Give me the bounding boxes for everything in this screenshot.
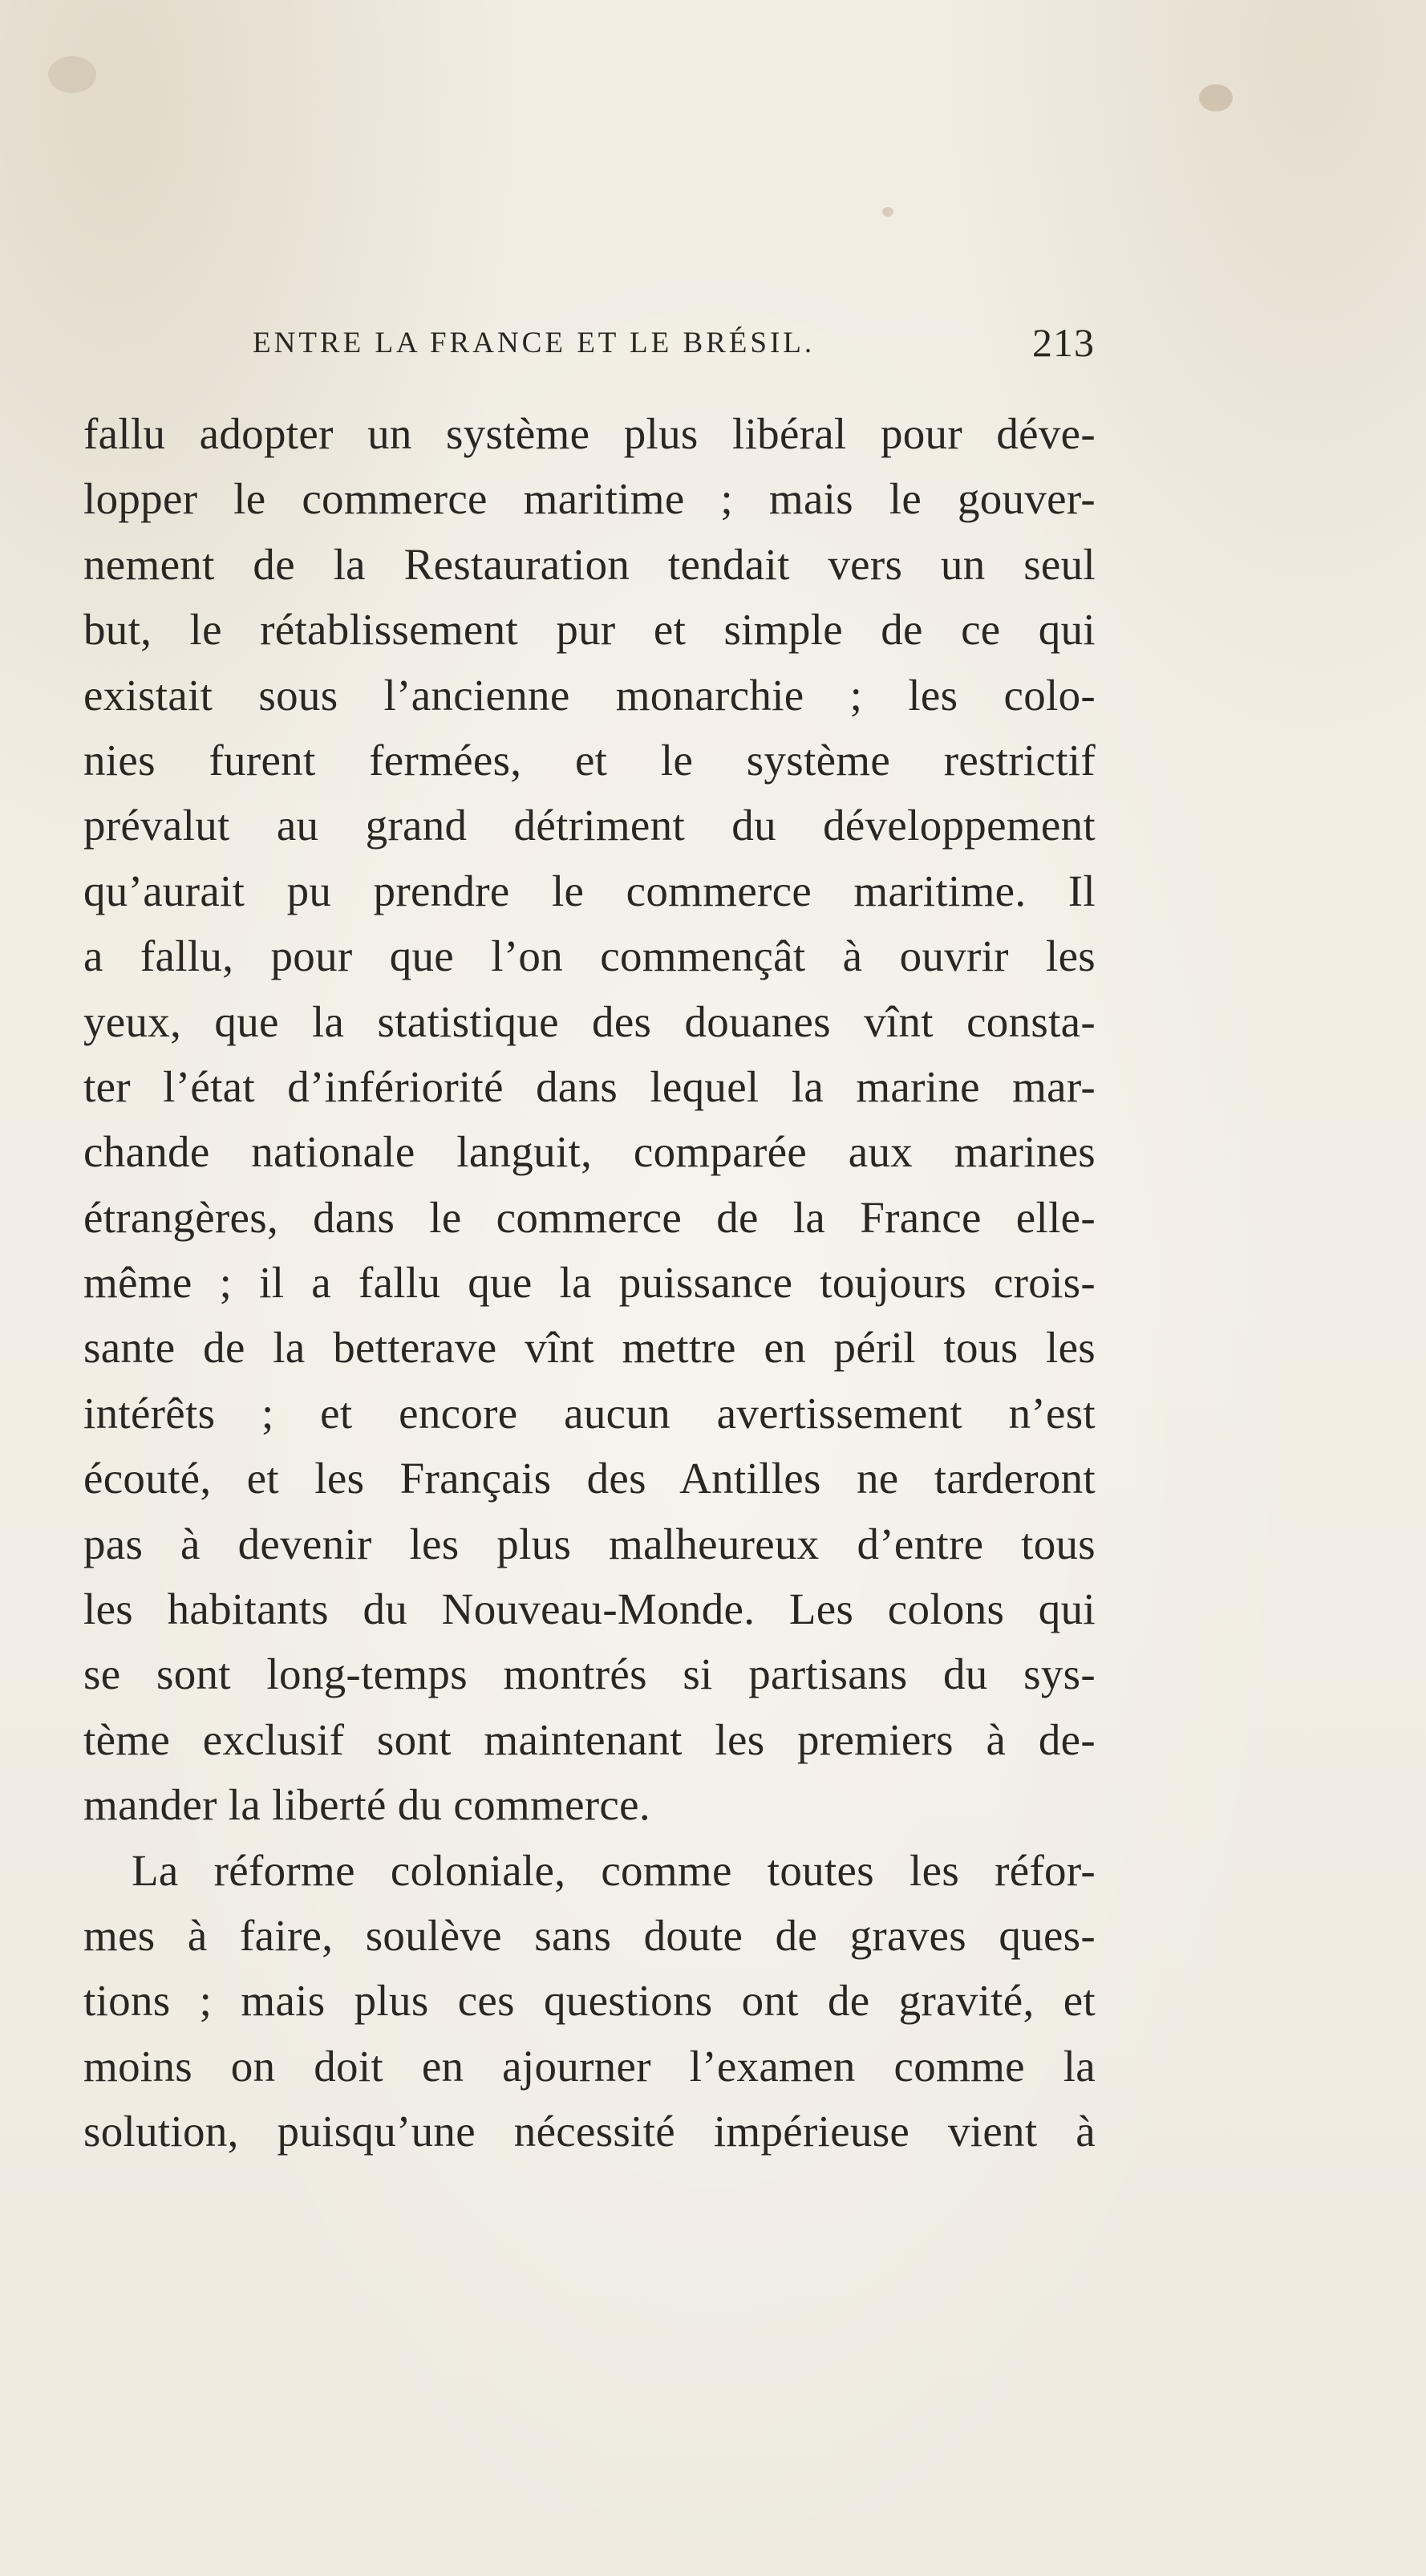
running-head: ENTRE LA FRANCE ET LE BRÉSIL. [253,327,816,359]
text-line: existait sous l’ancienne monarchie ; les colo- [83,670,1096,720]
text-line: ter l’état d’infériorité dans lequel la marine mar- [83,1061,1096,1111]
page-number: 213 [1032,320,1095,365]
text-line: pas à devenir les plus malheureux d’entre tous [83,1519,1096,1568]
text-line: sante de la betterave vînt mettre en péril tous les [83,1323,1096,1373]
text-line: yeux, que la statistique des douanes vînt consta- [83,996,1096,1046]
text-line: chande nationale languit, comparée aux marines [83,1127,1096,1177]
text-line: mes à faire, soulève sans doute de graves ques- [83,1910,1096,1960]
text-line: qu’aurait pu prendre le commerce maritime. Il [83,866,1096,915]
text-line: même ; il a fallu que la puissance toujours crois- [83,1258,1096,1308]
text-line: but, le rétablissement pur et simple de ce qui [83,605,1096,655]
text-line: fallu adopter un système plus libéral pour déve- [83,409,1096,458]
text-line: tions ; mais plus ces questions ont de gravité, et [83,1976,1096,2026]
text-line: tème exclusif sont maintenant les premiers à de- [83,1714,1096,1764]
foxing-stain [1199,84,1233,112]
text-line: intérêts ; et encore aucun avertissement n’est [83,1388,1096,1438]
text-line: moins on doit en ajourner l’examen comme la [83,2041,1096,2091]
text-line: lopper le commerce maritime ; mais le gouver- [83,474,1096,524]
page-header [253,319,1095,367]
text-line: prévalut au grand détriment du développement [83,801,1096,850]
foxing-stain [48,56,96,93]
text-line: La réforme coloniale, comme toutes les réfor- [132,1845,1096,1895]
foxing-stain [882,207,893,217]
text-line: les habitants du Nouveau-Monde. Les colons qui [83,1584,1096,1634]
body-text [83,401,1096,2164]
text-line: nies furent fermées, et le système restrictif [83,735,1096,785]
text-line: nement de la Restauration tendait vers un seul [83,539,1096,589]
text-line: étrangères, dans le commerce de la France elle- [83,1192,1096,1242]
text-line: se sont long-temps montrés si partisans du sys- [83,1649,1096,1699]
text-line: a fallu, pour que l’on commençât à ouvrir les [83,931,1096,981]
text-line: écouté, et les Français des Antilles ne tarderont [83,1454,1096,1503]
text-line: mander la liberté du commerce. [83,1780,650,1830]
text-line: solution, puisqu’une nécessité impérieuse vient à [83,2107,1096,2156]
